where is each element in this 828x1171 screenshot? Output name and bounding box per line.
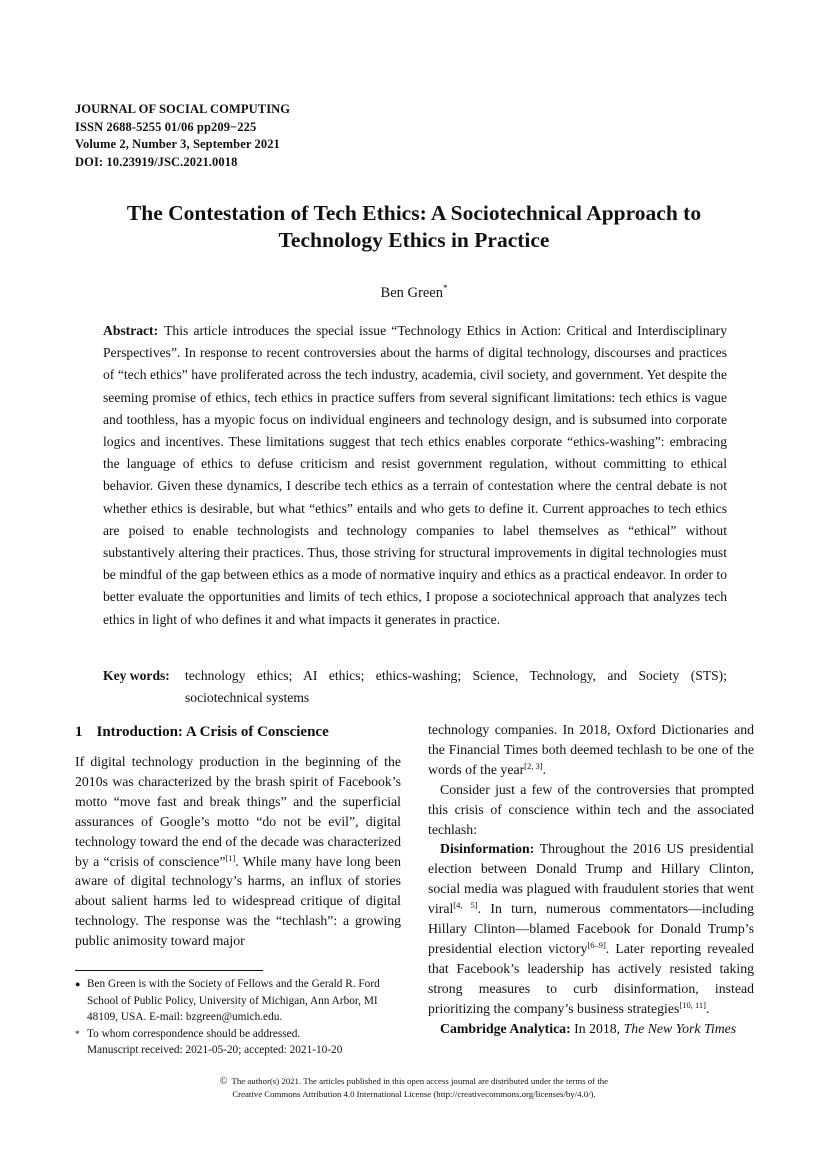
intro-paragraph — [75, 752, 401, 951]
keywords-text: technology ethics; AI ethics; ethics-washing; Science, Technology, and Society (STS); sociotechnical systems — [185, 668, 727, 706]
disinfo-text-c: . Later reporting revealed that Facebook’s leadership has actively resisted taking strong measures to curb disinformation, instead prioritizing the company’s business strategies — [428, 940, 754, 1016]
affiliation-text: Ben Green is with the Society of Fellows and the Gerald R. Ford School of Public Policy, University of Michigan, Ann Arbor, MI 48109, USA. E-mail: bzgreen@umich.edu. — [87, 978, 380, 1023]
ca-text-a: In 2018, — [570, 1020, 624, 1036]
manuscript-dates: Manuscript received: 2021-05-20; accepted: 2021-10-20 — [87, 1044, 343, 1056]
corresponding-mark: * — [442, 283, 448, 293]
license-line-1: The author(s) 2021. The articles published in this open access journal are distributed under the terms of the — [231, 1076, 609, 1086]
keywords-label: Key words: — [103, 668, 170, 683]
disinfo-text-a: Throughout the 2016 US presidential election between Donald Trump and Hillary Clinton, social media was plagued with fraudulent stories that went viral — [428, 841, 754, 917]
bullet-icon: ● — [75, 979, 81, 989]
right-paragraph-2: Consider just a few of the controversies that prompted this crisis of conscience within tech and the associated techlash: — [428, 781, 754, 837]
footnote-rule — [75, 970, 263, 971]
right-paragraph-1 — [428, 720, 754, 780]
section-heading — [75, 722, 401, 742]
title-line-1: The Contestation of Tech Ethics: A Sociotechnical Approach to — [126, 201, 702, 225]
left-column — [75, 722, 401, 951]
right-text-1a: technology companies. In 2018, Oxford Dictionaries and the Financial Times both deemed techlash to be one of the words of the year — [428, 722, 754, 777]
citation: [10, 11] — [679, 999, 706, 1010]
license-line-2: Creative Commons Attribution 4.0 International License (http://creativecommons.org/licenses/by/4.0/). — [232, 1089, 596, 1099]
abstract — [103, 320, 727, 631]
abstract-text: This article introduces the special issue “Technology Ethics in Action: Critical and Interdisciplinary Perspectives”. In response to recent controversies about the harms of digital technology, discourses and practices of “tech ethics” have proliferated across the tech industry, academia, civil society, and government. Yet despite the seeming promise of ethics, tech ethics in practice suffers from several significant limitations: tech ethics is vague and toothless, has a myopic focus on individual engineers and technology design, and is subsumed into corporate logics and incentives. These limitations suggest that tech ethics enables corporate “ethics-washing”: embracing the language of ethics to defuse criticism and resist government regulation, without committing to ethical behavior. Given these dynamics, I describe tech ethics as a terrain of contestation where the central debate is not whether ethics is desirable, but what “ethics” entails and who gets to define it. Current approaches to tech ethics are poised to enable technologists and technology companies to label themselves as “ethical” without substantively altering their practices. Thus, those striving for structural improvements in digital technologies must be mindful of the gap between ethics as a mode of normative inquiry and ethics as a practical endeavor. In order to better evaluate the opportunities and limits of tech ethics, I propose a sociotechnical approach that analyzes tech ethics in light of who defines it and what impacts it generates in practice. — [103, 323, 727, 627]
article-title — [60, 200, 768, 253]
citation: [4, 5] — [453, 900, 478, 911]
volume-line: Volume 2, Number 3, September 2021 — [75, 137, 280, 151]
footnotes — [75, 976, 405, 1059]
citation: [6–9] — [587, 939, 606, 950]
citation: [1] — [225, 852, 236, 863]
correspondence-text: To whom correspondence should be addressed. — [87, 1027, 301, 1040]
author-name: Ben Green — [380, 284, 443, 301]
disinfo-text-d: . — [705, 1000, 710, 1016]
cambridge-analytica-paragraph — [428, 1019, 754, 1039]
abstract-label: Abstract: — [103, 323, 159, 338]
footnote-correspondence — [75, 1026, 405, 1043]
footnote-affiliation — [75, 976, 405, 1026]
intro-text-b: . While many have long been aware of digital technology’s harms, an influx of stories about salient harms led to widespread critique of digital technology. The response was the “techlash”: a growing public animosity toward major — [75, 853, 401, 949]
keywords — [103, 665, 727, 710]
disinfo-text-b: . In turn, numerous commentators—including Hillary Clinton—blamed Facebook for Donald Trump’s presidential election victory — [428, 901, 754, 956]
license-notice — [0, 1075, 828, 1100]
section-number: 1 — [75, 724, 83, 740]
disinformation-label: Disinformation: — [440, 841, 535, 857]
copyright-icon: © — [219, 1076, 228, 1087]
disinformation-paragraph — [428, 839, 754, 1018]
masthead — [75, 101, 290, 171]
right-text-1b: . — [542, 761, 547, 777]
author-line — [0, 283, 828, 302]
journal-name: JOURNAL OF SOCIAL COMPUTING — [75, 102, 291, 116]
citation: [2, 3] — [524, 760, 543, 771]
asterisk-icon: * — [75, 1028, 80, 1039]
section-title: Introduction: A Crisis of Conscience — [96, 724, 329, 740]
issn-line: ISSN 2688-5255 01/06 pp209−225 — [75, 119, 257, 134]
intro-text-a: If digital technology production in the beginning of the 2010s was characterized by the brash spirit of Facebook’s motto “move fast and break things” and the superficial assurances of Google’s motto “do not be evil”, digital technology toward the end of the decade was characterized by a “crisis of conscience” — [75, 754, 401, 869]
doi-line: DOI: 10.23919/JSC.2021.0018 — [75, 154, 238, 169]
right-column — [428, 720, 754, 1039]
nyt-italic: The New York Times — [623, 1020, 737, 1036]
title-line-2: Technology Ethics in Practice — [278, 227, 550, 252]
cambridge-analytica-label: Cambridge Analytica: — [440, 1020, 571, 1036]
